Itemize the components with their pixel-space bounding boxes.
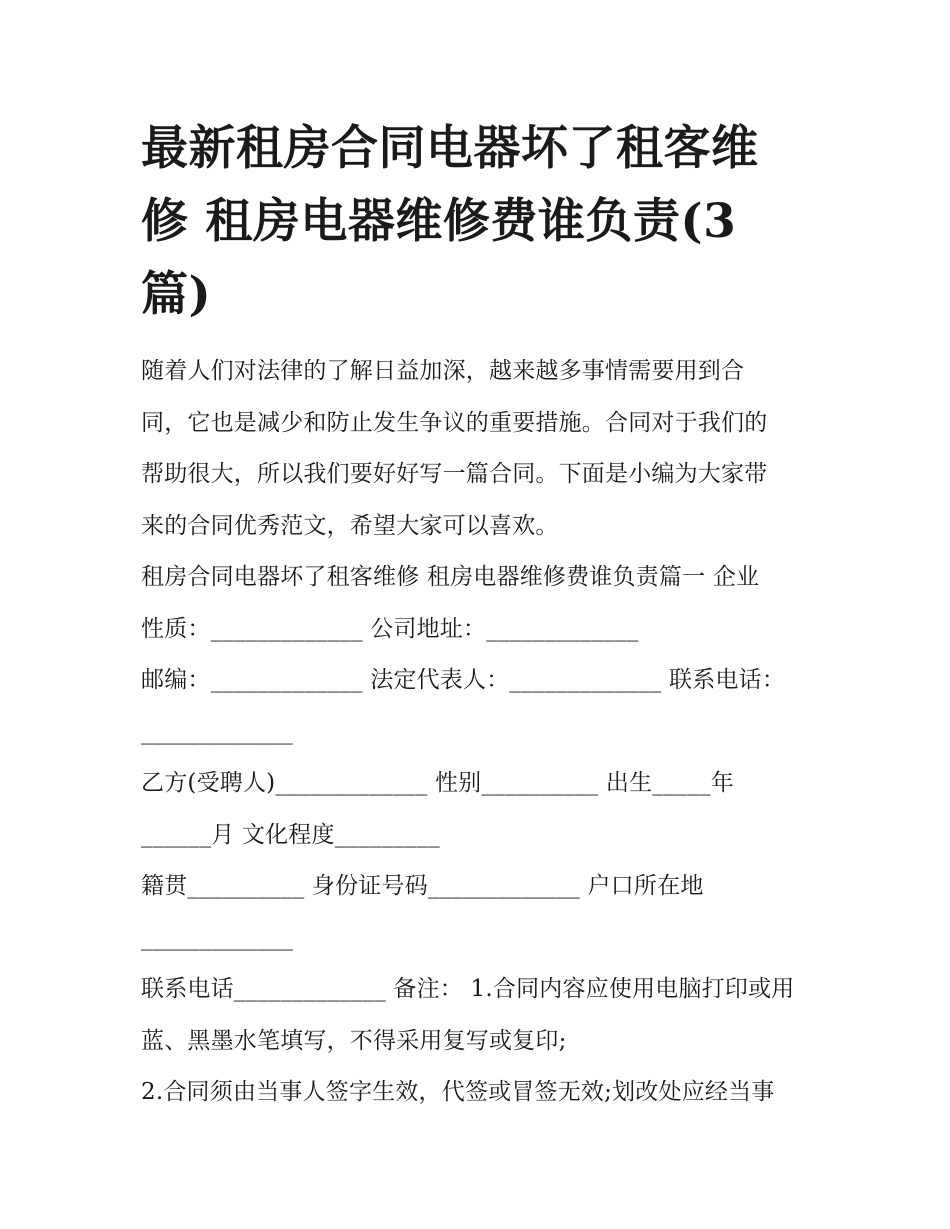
title-line: 修 租房电器维修费谁负责(3 xyxy=(141,194,737,249)
form-field-line: 乙方(受聘人)_____________ 性别__________ 出生_____年 xyxy=(141,770,734,796)
intro-paragraph-line: 帮助很大，所以我们要好好写一篇合同。下面是小编为大家带 xyxy=(141,461,768,487)
note-line: 2.合同须由当事人签字生效，代签或冒签无效;划改处应经当事 xyxy=(141,1079,775,1105)
document-page xyxy=(141,112,821,1119)
intro-paragraph-line: 来的合同优秀范文，希望大家可以喜欢。 xyxy=(141,512,559,539)
title-line: 篇) xyxy=(141,267,212,322)
section-heading-line: 租房合同电器坏了租客维修 租房电器维修费谁负责篇一 企业 xyxy=(141,564,760,590)
document-title xyxy=(141,112,821,331)
document-body xyxy=(141,346,821,1119)
form-field-line: _____________ xyxy=(141,924,294,951)
title-line: 最新租房合同电器坏了租客维 xyxy=(141,121,759,176)
form-field-line: 联系电话_____________ 备注： 1.合同内容应使用电脑打印或用 xyxy=(141,976,795,1002)
form-field-line: 籍贯__________ 身份证号码_____________ 户口所在地 xyxy=(141,873,704,899)
form-field-line: 邮编：_____________ 法定代表人：_____________ 联系电话： xyxy=(141,667,786,693)
note-line: 蓝、黑墨水笔填写，不得采用复写或复印; xyxy=(141,1027,567,1054)
form-field-line: ______月 文化程度_________ xyxy=(141,821,441,848)
form-field-line: 性质：_____________ 公司地址：_____________ xyxy=(141,615,639,642)
form-field-line: _____________ xyxy=(141,718,294,745)
intro-paragraph-line: 随着人们对法律的了解日益加深，越来越多事情需要用到合 xyxy=(141,358,745,384)
intro-paragraph-line: 同，它也是减少和防止发生争议的重要措施。合同对于我们的 xyxy=(141,409,768,436)
